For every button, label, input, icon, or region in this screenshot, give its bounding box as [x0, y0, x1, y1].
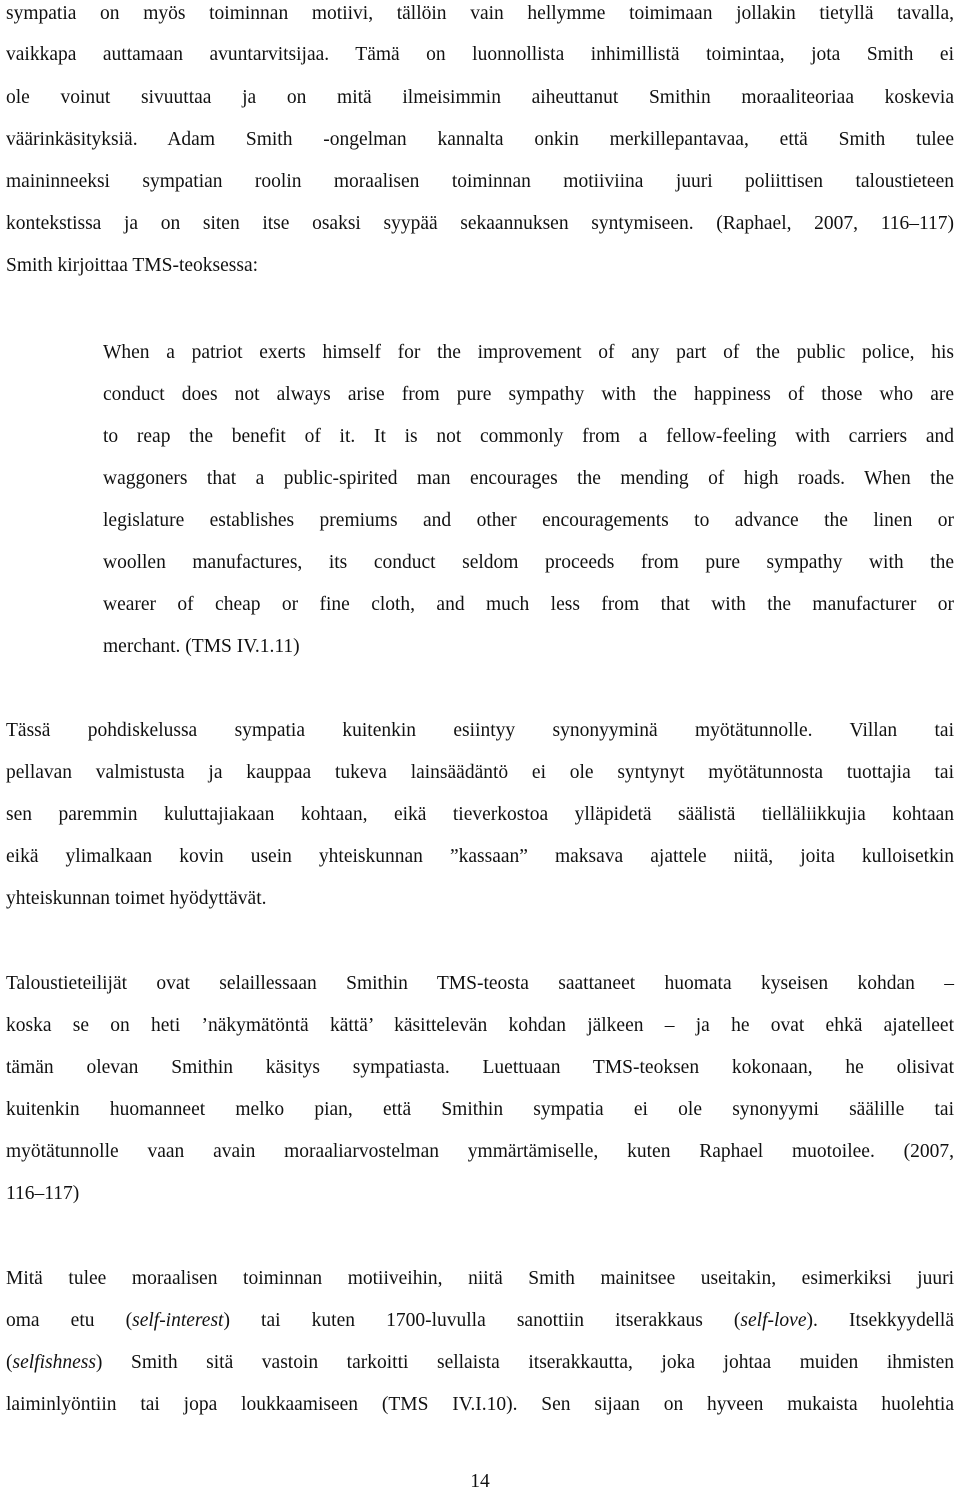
- text-line: väärinkäsityksiä. Adam Smith -ongelman kannalta onkin merkillepantavaa, että Smith tulee: [6, 129, 954, 150]
- quote-line: to reap the benefit of it. It is not commonly from a fellow-feeling with carriers and: [103, 426, 954, 447]
- text-line: [6, 1351, 954, 1375]
- italic-term: self-love: [740, 1310, 807, 1331]
- text-line: koska se on heti ’näkymätöntä kättä’ käsittelevän kohdan jälkeen – ja he ovat ehkä ajatelleet: [6, 1015, 954, 1036]
- text-line: kuitenkin huomanneet melko pian, että Smithin sympatia ei ole synonyymi säälille tai: [6, 1099, 954, 1120]
- page-number: 14: [470, 1471, 490, 1492]
- italic-term: self-interest: [132, 1310, 224, 1331]
- text-line: Mitä tulee moraalisen toiminnan motiiveihin, niitä Smith mainitsee useitakin, esimerkiksi juuri: [6, 1268, 954, 1289]
- quote-line: waggoners that a public-spirited man encourages the mending of high roads. When the: [103, 468, 954, 489]
- text-line: ole voinut sivuuttaa ja on mitä ilmeisimmin aiheuttanut Smithin moraaliteoriaa koskevia: [6, 87, 954, 108]
- text-line: eikä ylimalkaan kovin usein yhteiskunnan ”kassaan” maksava ajattele niitä, joita kulloisetkin: [6, 846, 954, 867]
- quote-line: merchant. (TMS IV.1.11): [103, 636, 300, 657]
- text-run: oma etu (: [6, 1310, 133, 1331]
- text-run: ) tai kuten 1700-luvulla sanottiin itserakkaus (: [223, 1310, 741, 1331]
- quote-line: wearer of cheap or fine cloth, and much less from that with the manufacturer or: [103, 594, 954, 615]
- quote-line: When a patriot exerts himself for the improvement of any part of the public police, his: [103, 342, 954, 363]
- text-line: sympatia on myös toiminnan motiivi, tällöin vain hellymme toimimaan jollakin tietyllä tavalla,: [6, 3, 954, 24]
- text-line: vaikkapa auttamaan avuntarvitsijaa. Tämä on luonnollista inhimillistä toimintaa, jota Smith ei: [6, 44, 954, 65]
- text-line: tämän olevan Smithin käsitys sympatiasta. Luettuaan TMS-teoksen kokonaan, he olisivat: [6, 1057, 954, 1078]
- text-run: (: [6, 1352, 13, 1373]
- quote-line: legislature establishes premiums and other encouragements to advance the linen or: [103, 510, 954, 531]
- italic-term: selfishness: [12, 1352, 96, 1373]
- text-line: sen paremmin kuluttajiakaan kohtaan, eikä tieverkostoa ylläpidetä säälistä tielläliikkujia kohtaan: [6, 804, 954, 825]
- text-run: ). Itsekkyydellä: [806, 1310, 955, 1331]
- text-line: Tässä pohdiskelussa sympatia kuitenkin esiintyy synonyyminä myötätunnolle. Villan tai: [6, 720, 954, 741]
- quote-line: conduct does not always arise from pure sympathy with the happiness of those who are: [103, 384, 954, 405]
- text-line: [6, 1309, 954, 1333]
- quote-line: woollen manufactures, its conduct seldom proceeds from pure sympathy with the: [103, 552, 954, 573]
- text-line: Smith kirjoittaa TMS-teoksessa:: [6, 255, 259, 276]
- text-line: 116–117): [6, 1183, 80, 1204]
- text-line: laiminlyöntiin tai jopa loukkaamiseen (TMS IV.I.10). Sen sijaan on hyveen mukaista huolehtia: [6, 1394, 954, 1415]
- text-line: kontekstissa ja on siten itse osaksi syypää sekaannuksen syntymiseen. (Raphael, 2007, 116–117): [6, 213, 954, 234]
- text-line: pellavan valmistusta ja kauppaa tukeva lainsäädäntö ei ole syntynyt myötätunnosta tuottajia tai: [6, 762, 954, 783]
- text-line: yhteiskunnan toimet hyödyttävät.: [6, 888, 267, 909]
- text-line: Taloustieteilijät ovat selaillessaan Smithin TMS-teosta saattaneet huomata kyseisen kohdan –: [6, 973, 954, 994]
- text-line: myötätunnolle vaan avain moraaliarvostelman ymmärtämiselle, kuten Raphael muotoilee. (2007,: [6, 1141, 954, 1162]
- text-line: maininneeksi sympatian roolin moraalisen toiminnan motiiviina juuri poliittisen taloustieteen: [6, 171, 954, 192]
- text-run: ) Smith sitä vastoin tarkoitti sellaista itserakkautta, joka johtaa muiden ihmisten: [95, 1352, 954, 1373]
